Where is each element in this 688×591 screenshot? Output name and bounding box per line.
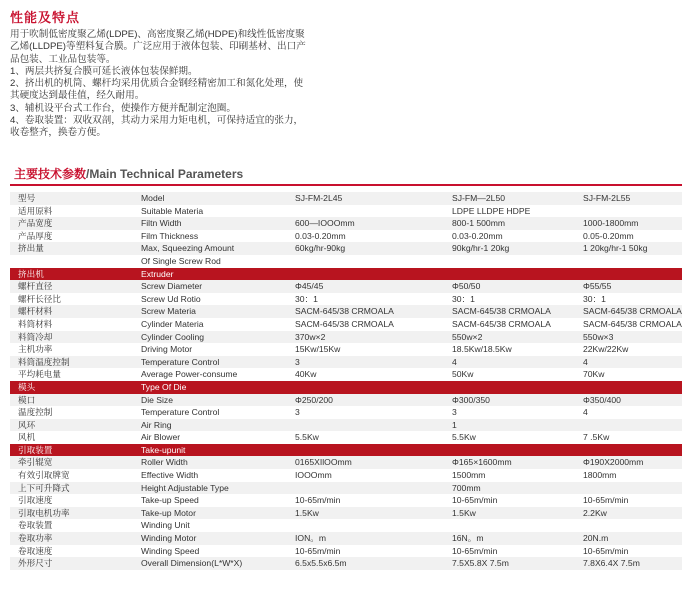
spec-table [10,192,682,570]
cell-model-50: 7.5X5.8X 7.5m [452,558,509,569]
feature-line: 收卷整齐，换卷方便。 [10,127,106,139]
table-row [10,456,682,469]
cell-cn-label: 模头 [18,381,36,392]
cell-cn-label: 主机功率 [18,344,53,355]
cell-model-50: 18.5Kw/18.5Kw [452,344,512,355]
cell-en-label: Cylinder Cooling [141,331,205,342]
cell-model-45: ION。m [295,533,327,544]
cell-model-55: 4 [583,407,588,418]
cell-en-label: Take-upunit [141,444,186,455]
cell-en-label: Temperature Control [141,356,220,367]
cell-model-45: 370w×2 [295,331,326,342]
cell-en-label: Effective Width [141,470,199,481]
cell-model-45: 40Kw [295,369,317,380]
cell-model-50: 1500mm [452,470,486,481]
table-row [10,293,682,306]
cell-model-55: 4 [583,356,588,367]
cell-en-label: Of Single Screw Rod [141,255,221,266]
cell-en-label: Screw Ud Rotio [141,293,201,304]
table-row [10,356,682,369]
cell-model-55: 550w×3 [583,331,614,342]
table-row [10,205,682,218]
cell-model-50: Φ50/50 [452,281,481,292]
cell-en-label: Suitable Materia [141,205,204,216]
cell-en-label: Air Ring [141,419,172,430]
cell-cn-label: 螺杆直径 [18,281,53,292]
cell-cn-label: 有效引取牌宽 [18,470,70,481]
table-row [10,507,682,520]
cell-model-50: 50Kw [452,369,474,380]
cell-cn-label: 产品厚度 [18,230,53,241]
feature-line: 用于吹制低密度聚乙烯(LDPE)、高密度聚乙烯(HDPE)和线性低密度聚 [10,29,305,40]
cell-cn-label: 引取速度 [18,495,53,506]
table-row [10,368,682,381]
cell-model-50: 10-65m/min [452,495,498,506]
cell-cn-label: 风环 [18,419,36,430]
cell-model-45: 600—IOOOmm [295,218,355,229]
cell-model-45: 30：1 [295,293,318,304]
cell-cn-label: 产品宽度 [18,218,53,229]
cell-model-50: Φ165×1600mm [452,457,512,468]
section-header-row [10,381,682,394]
cell-en-label: Winding Motor [141,533,197,544]
table-row [10,242,682,255]
table-row [10,217,682,230]
cell-en-label: Roller Width [141,457,188,468]
cell-en-label: Average Power-consume [141,369,238,380]
cell-model-50: 3 [452,407,457,418]
cell-model-50: 1.5Kw [452,507,476,518]
cell-model-45: 3 [295,407,300,418]
cell-model-45: 10-65m/min [295,545,341,556]
cell-model-50: LDPE LLDPE HDPE [452,205,531,216]
table-row [10,482,682,495]
feature-line: 品包装、工业品包装等。 [10,53,116,65]
cell-model-55: 2.2Kw [583,507,607,518]
cell-model-55: 10-65m/min [583,545,629,556]
cell-en-label: Type Of Die [141,381,187,392]
cell-model-50: SJ-FM—2L50 [452,193,506,203]
cell-en-label: Max, Squeezing Amount [141,243,235,254]
cell-cn-label: 卷取功率 [18,533,53,544]
cell-en-label: Die Size [141,394,173,405]
feature-line: 3、辅机设平台式工作台，使操作方便并配制定泡圈。 [10,102,236,114]
cell-en-label: Driving Motor [141,344,193,355]
cell-model-55: 20N.m [583,533,609,544]
cell-cn-label: 挤出量 [18,243,44,254]
cell-model-50: 800-1 500mm [452,218,506,229]
cell-model-45: 15Kw/15Kw [295,344,341,355]
cell-model-55: Φ190X2000mm [583,457,644,468]
cell-en-label: Winding Unit [141,520,190,531]
table-row [10,331,682,344]
cell-model-55: 1 20kg/hr-1 50kg [583,243,648,254]
cell-model-45: 10-65m/min [295,495,341,506]
cell-cn-label: 引取电机功率 [18,507,70,518]
cell-model-50: 30：1 [452,293,475,304]
cell-model-55: 70Kw [583,369,605,380]
cell-model-55: SACM-645/38 CRMOALA [583,318,682,329]
cell-model-50: 16N。m [452,533,484,544]
section-header-row [10,268,682,281]
cell-cn-label: 挤出机 [18,268,44,279]
cell-cn-label: 外形尺寸 [18,558,53,569]
cell-model-50: 0.03-0.20mm [452,230,503,241]
cell-cn-label: 牵引辊宽 [18,457,53,468]
cell-model-45: SACM-645/38 CRMOALA [295,318,394,329]
cell-cn-label: 风机 [18,432,36,443]
cell-model-50: 5.5Kw [452,432,476,443]
cell-model-45: 0.03-0.20mm [295,230,346,241]
feature-line: 2、挤出机的机筒、螺杆均采用优质合金钢经精密加工和氮化处理，使 [10,78,304,90]
cell-model-50: 10-65m/min [452,545,498,556]
cell-cn-label: 螺杆材料 [18,306,53,317]
cell-en-label: Cylinder Materia [141,318,204,329]
cell-model-50: 90kg/hr-1 20kg [452,243,510,254]
cell-model-45: 1.5Kw [295,507,319,518]
cell-en-label: Temperature Control [141,407,220,418]
cell-model-45: SJ-FM-2L45 [295,193,343,203]
cell-cn-label: 上下可升降式 [18,482,70,493]
cell-model-55: 22Kw/22Kw [583,344,629,355]
cell-model-45: Φ45/45 [295,281,324,292]
cell-en-label: Model [141,193,165,203]
cell-en-label: Filtn Width [141,218,182,229]
cell-en-label: Winding Speed [141,545,200,556]
cell-en-label: Take-up Speed [141,495,199,506]
cell-model-55: 7 .5Kw [583,432,610,443]
cell-en-label: Screw Diameter [141,281,203,292]
cell-cn-label: 引取装置 [18,444,53,455]
specs-divider [10,184,682,186]
cell-en-label: Height Adjustable Type [141,482,229,493]
cell-cn-label: 温度控制 [18,407,53,418]
cell-model-55: 1800mm [583,470,617,481]
cell-model-50: 4 [452,356,457,367]
cell-model-55: Φ350/400 [583,394,621,405]
specs-title [14,165,243,182]
table-row [10,255,682,268]
table-row [10,532,682,545]
cell-model-50: 1 [452,419,457,430]
cell-cn-label: 适用原料 [18,205,53,216]
cell-model-55: SACM-645/38 CRMOALA [583,306,682,317]
feature-line: 乙烯(LLDPE)等塑料复合膜。广泛应用于液体包装、印刷基材、出口产 [10,41,306,53]
table-row [10,519,682,532]
cell-en-label: Overall Dimension(L*W*X) [141,558,243,569]
features-title: 性能及特点 [10,10,81,25]
table-row [10,545,682,558]
cell-cn-label: 料筒材料 [18,318,53,329]
table-row [10,557,682,570]
cell-cn-label: 卷取速度 [18,545,53,556]
cell-model-45: 3 [295,356,300,367]
table-row [10,431,682,444]
specs-title-cn: 主要技术参数 [14,167,87,181]
cell-cn-label: 卷取装置 [18,520,53,531]
feature-line: 1、两层共挤复合膜可延长液体包装保鲜期。 [10,65,198,77]
cell-model-45: IOOOmm [295,470,332,481]
table-row [10,305,682,318]
cell-en-label: Air Blower [141,432,181,443]
table-row [10,230,682,243]
cell-cn-label: 料筒冷却 [18,331,53,342]
table-row [10,419,682,432]
cell-en-label: Take-up Motor [141,507,196,518]
cell-model-45: SACM-645/38 CRMOALA [295,306,394,317]
cell-model-45: 5.5Kw [295,432,319,443]
cell-model-55: 7.8X6.4X 7.5m [583,558,640,569]
table-row [10,343,682,356]
table-row [10,406,682,419]
table-row [10,469,682,482]
cell-model-50: 550w×2 [452,331,483,342]
features-text [10,29,310,140]
cell-model-45: 6.5x5.5x6.5m [295,558,347,569]
cell-en-label: Film Thickness [141,230,199,241]
cell-model-55: 0.05-0.20mm [583,230,634,241]
cell-en-label: Screw Materia [141,306,196,317]
cell-cn-label: 料筒温度控制 [18,356,70,367]
cell-cn-label: 螺杆长径比 [18,293,61,304]
table-row [10,394,682,407]
feature-line: 其硬度达到最佳值，经久耐用。 [10,90,145,102]
table-row [10,494,682,507]
table-row [10,280,682,293]
cell-model-50: SACM-645/38 CRMOALA [452,318,551,329]
cell-model-55: 1000-1800mm [583,218,639,229]
cell-model-50: 700mm [452,482,481,493]
cell-model-55: 10-65m/min [583,495,629,506]
cell-cn-label: 平均耗电量 [18,369,61,380]
cell-cn-label: 模口 [18,394,36,405]
cell-model-45: 60kg/hr-90kg [295,243,346,254]
feature-line: 4、卷取装置：双收双剖，其动力采用力矩电机，可保持适宜的张力， [10,115,304,127]
cell-model-45: Φ250/200 [295,394,333,405]
table-row [10,192,682,205]
cell-model-55: SJ-FM-2L55 [583,193,631,203]
section-header-row [10,444,682,457]
cell-model-55: 30：1 [583,293,606,304]
cell-en-label: Extruder [141,268,174,279]
cell-model-50: SACM-645/38 CRMOALA [452,306,551,317]
cell-model-50: Φ300/350 [452,394,490,405]
specs-title-en: /Main Technical Parameters [86,167,244,181]
cell-model-55: Φ55/55 [583,281,612,292]
cell-model-45: 0165XIlOOmm [295,457,352,468]
cell-cn-label: 型号 [18,193,36,203]
table-row [10,318,682,331]
